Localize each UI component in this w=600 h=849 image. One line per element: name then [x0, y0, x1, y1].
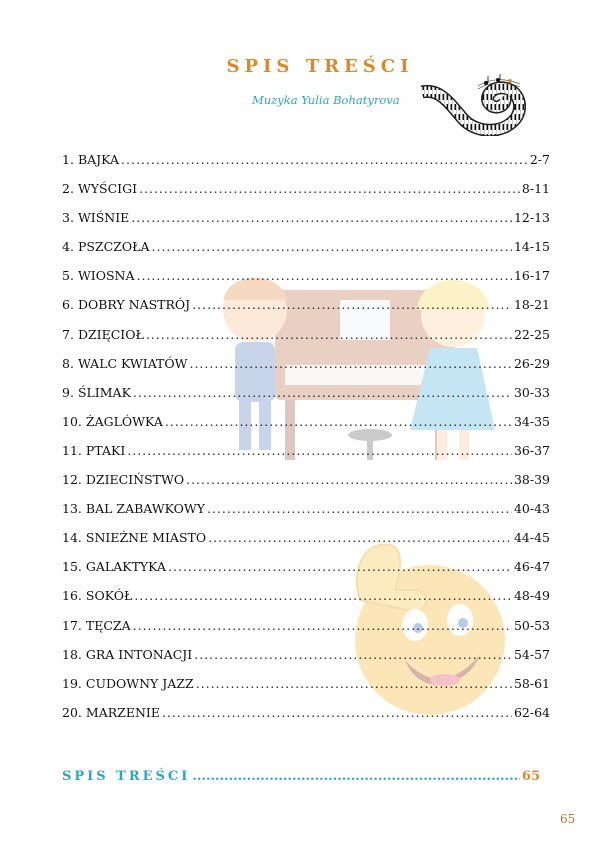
entry-title: WYŚCIGI: [77, 181, 138, 197]
entry-pages: 54-57: [513, 646, 550, 662]
dot-leader: [165, 412, 512, 432]
dot-leader: [134, 586, 512, 606]
entry-pages: 50-53: [513, 617, 550, 633]
toc-entry[interactable]: [62, 441, 550, 470]
entry-number: 9.: [62, 384, 74, 400]
dot-leader: [151, 237, 511, 257]
entry-pages: 46-47: [513, 559, 550, 575]
page-number: 65: [560, 812, 576, 826]
dot-leader: [131, 208, 512, 228]
entry-title: DZIECIŃSTWO: [85, 472, 185, 488]
entry-title: WIOSNA: [77, 268, 135, 284]
entry-title: MARZENIE: [85, 704, 160, 720]
entry-pages: 38-39: [513, 472, 550, 488]
entry-number: 5.: [62, 268, 74, 284]
toc-entry[interactable]: [62, 179, 550, 208]
toc-footer-entry[interactable]: [62, 769, 540, 784]
entry-pages: 16-17: [513, 268, 550, 284]
dot-leader: [194, 645, 512, 665]
entry-title: GALAKTYKA: [85, 559, 167, 575]
toc-entry[interactable]: [62, 645, 550, 674]
entry-title: DZIĘCIOŁ: [77, 326, 144, 342]
dot-leader: [139, 179, 520, 199]
toc-entry[interactable]: [62, 528, 550, 557]
dot-leader: [133, 616, 512, 636]
toc-entry[interactable]: [62, 354, 550, 383]
toc-entry[interactable]: [62, 586, 550, 615]
toc-entry[interactable]: [62, 674, 550, 703]
footer-dot-leader: [192, 769, 520, 784]
toc-entry[interactable]: [62, 703, 550, 732]
entry-pages: 44-45: [513, 530, 550, 546]
entry-title: TĘCZA: [85, 617, 131, 633]
entry-title: SNIEŻNE MIASTO: [85, 530, 207, 546]
entry-title: PSZCZOŁA: [77, 239, 150, 255]
entry-number: 12.: [62, 472, 82, 488]
entry-title: DOBRY NASTRÓJ: [77, 297, 191, 313]
entry-number: 8.: [62, 355, 74, 371]
entry-title: BAL ZABAWKOWY: [85, 501, 205, 517]
table-of-contents: [62, 150, 550, 732]
toc-entry[interactable]: [62, 499, 550, 528]
entry-title: CUDOWNY JAZZ: [85, 675, 194, 691]
footer-entry-page: 65: [521, 769, 540, 784]
entry-title: ŻAGLÓWKA: [85, 413, 163, 429]
footer-entry-title: SPIS TREŚCI: [62, 769, 191, 784]
entry-pages: 34-35: [513, 413, 550, 429]
entry-number: 19.: [62, 675, 82, 691]
toc-entry[interactable]: [62, 470, 550, 499]
entry-title: WIŚNIE: [77, 210, 130, 226]
entry-number: 10.: [62, 413, 82, 429]
entry-pages: 22-25: [513, 326, 550, 342]
dot-leader: [192, 295, 512, 315]
entry-number: 20.: [62, 704, 82, 720]
entry-title: PTAKI: [85, 442, 126, 458]
entry-title: BAJKA: [77, 152, 120, 167]
dot-leader: [208, 528, 512, 548]
entry-number: 11.: [62, 442, 82, 458]
entry-pages: 62-64: [513, 704, 550, 720]
entry-number: 6.: [62, 297, 74, 313]
entry-pages: 14-15: [513, 239, 550, 255]
entry-number: 17.: [62, 617, 82, 633]
toc-entry[interactable]: [62, 616, 550, 645]
dot-leader: [146, 325, 512, 345]
entry-number: 16.: [62, 588, 82, 604]
entry-title: WALC KWIATÓW: [77, 355, 188, 371]
entry-number: 13.: [62, 501, 82, 517]
entry-number: 14.: [62, 530, 82, 546]
entry-number: 4.: [62, 239, 74, 255]
entry-pages: 58-61: [513, 675, 550, 691]
entry-number: 1.: [62, 152, 74, 167]
entry-number: 7.: [62, 326, 74, 342]
dot-leader: [137, 266, 512, 286]
dot-leader: [162, 703, 512, 723]
entry-number: 18.: [62, 646, 82, 662]
toc-entry[interactable]: [62, 150, 550, 179]
toc-entry[interactable]: [62, 557, 550, 586]
entry-pages: 8-11: [521, 181, 550, 197]
entry-pages: 18-21: [513, 297, 550, 313]
entry-number: 3.: [62, 210, 74, 226]
entry-pages: 2-7: [529, 152, 550, 167]
dot-leader: [133, 383, 512, 403]
entry-number: 15.: [62, 559, 82, 575]
toc-entry[interactable]: [62, 208, 550, 237]
entry-pages: 12-13: [513, 210, 550, 226]
dot-leader: [186, 470, 512, 490]
page-title: SPIS TREŚCI: [226, 56, 414, 77]
dot-leader: [189, 354, 511, 374]
piano-swirl-illustration: [420, 74, 526, 136]
composer-subtitle: Muzyka Yulia Bohatyrova: [252, 93, 400, 107]
entry-number: 2.: [62, 181, 74, 197]
toc-entry[interactable]: [62, 295, 550, 324]
toc-entry[interactable]: [62, 325, 550, 354]
toc-entry[interactable]: [62, 266, 550, 295]
entry-title: ŚLIMAK: [77, 384, 131, 400]
entry-pages: 26-29: [513, 355, 550, 371]
dot-leader: [127, 441, 512, 461]
dot-leader: [196, 674, 512, 694]
entry-title: GRA INTONACJI: [85, 646, 193, 662]
entry-pages: 30-33: [513, 384, 550, 400]
entry-pages: 48-49: [513, 588, 550, 604]
toc-entry[interactable]: [62, 237, 550, 266]
entry-title: SOKÓŁ: [85, 588, 133, 604]
dot-leader: [168, 557, 512, 577]
toc-entry[interactable]: [62, 412, 550, 441]
toc-entry[interactable]: [62, 383, 550, 412]
dot-leader: [121, 150, 528, 170]
entry-pages: 40-43: [513, 501, 550, 517]
entry-pages: 36-37: [513, 442, 550, 458]
dot-leader: [207, 499, 512, 519]
